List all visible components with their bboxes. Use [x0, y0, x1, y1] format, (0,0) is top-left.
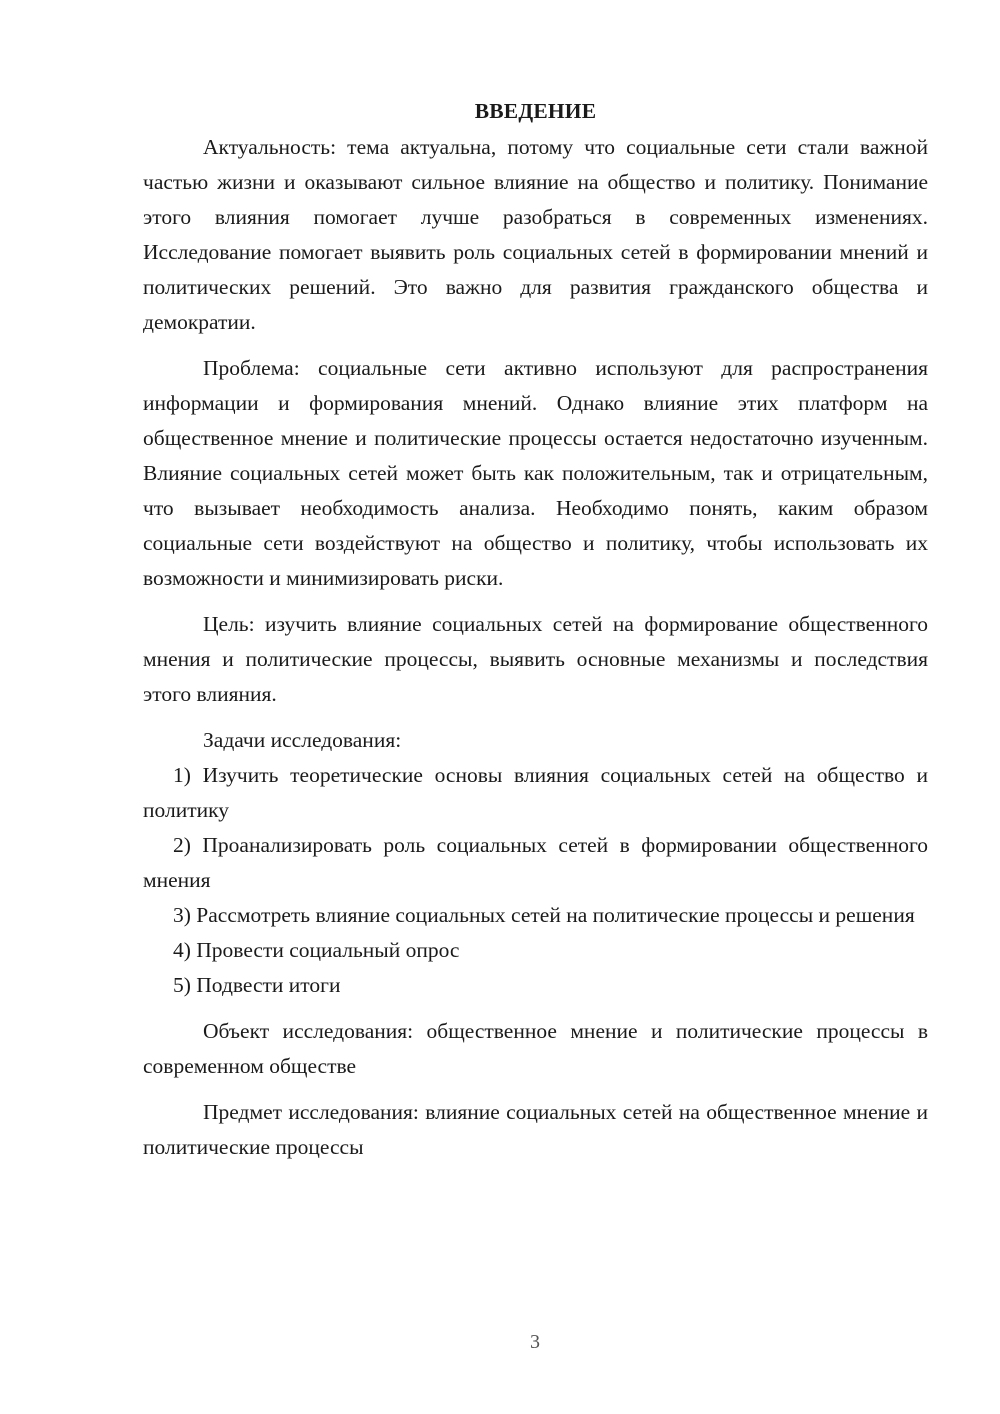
task-item-1: 1) Изучить теоретические основы влияния социальных сетей на общество и политику: [143, 763, 928, 822]
task-item-4: 4) Провести социальный опрос: [173, 938, 460, 962]
subject-paragraph: Предмет исследования: влияние социальных сетей на общественное мнение и политические процессы: [143, 1100, 928, 1159]
object-paragraph: Объект исследования: общественное мнение и политические процессы в современном обществе: [143, 1019, 928, 1078]
problem-paragraph: Проблема: социальные сети активно используют для распространения информации и формирования мнений. Однако влияние этих платформ на общественное мнение и политические процессы остается недостаточно изученным. Влияние социальных сетей может быть как положительным, так и отрицательным, что вызывает необходимость анализа. Необходимо понять, каким образом социальные сети воздействуют на общество и политику, чтобы использовать их возможности и минимизировать риски.: [143, 356, 928, 590]
tasks-heading: Задачи исследования:: [203, 728, 402, 752]
task-item-3: 3) Рассмотреть влияние социальных сетей на политические процессы и решения: [173, 903, 915, 927]
document-page: [143, 94, 928, 1165]
task-item-2: 2) Проанализировать роль социальных сетей в формировании общественного мнения: [143, 833, 928, 892]
goal-paragraph: Цель: изучить влияние социальных сетей на формирование общественного мнения и политические процессы, выявить основные механизмы и последствия этого влияния.: [143, 612, 928, 706]
task-item-5: 5) Подвести итоги: [173, 973, 341, 997]
page-number: 3: [530, 1331, 540, 1353]
relevance-paragraph: Актуальность: тема актуальна, потому что социальные сети стали важной частью жизни и оказывают сильное влияние на общество и политику. Понимание этого влияния помогает лучше разобраться в современных изменениях. Исследование помогает выявить роль социальных сетей в формировании мнений и политических решений. Это важно для развития гражданского общества и демократии.: [143, 135, 928, 334]
page-title: ВВЕДЕНИЕ: [474, 99, 597, 123]
